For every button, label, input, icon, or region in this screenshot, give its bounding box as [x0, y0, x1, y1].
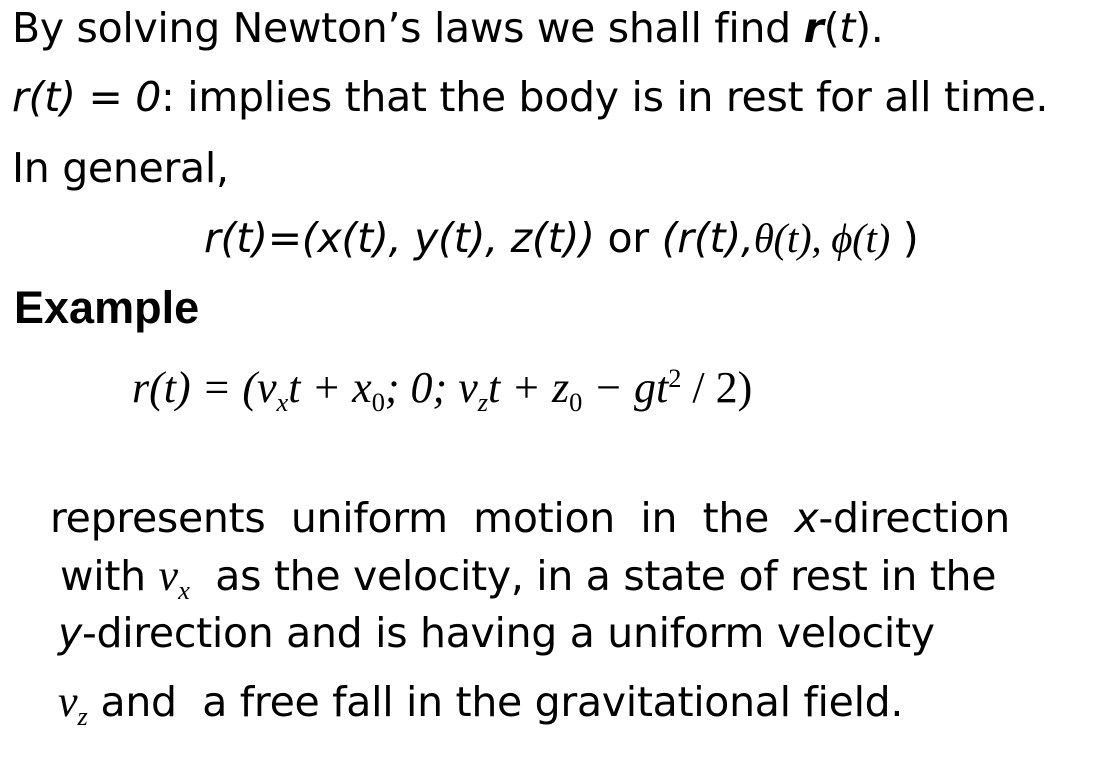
desc-vx-sub: x [178, 575, 190, 606]
eq-part5: − gt [582, 363, 669, 412]
desc-p3-b: -direction and is having a uniform velocity [81, 609, 935, 657]
eq-part3: ; 0; v [384, 363, 478, 412]
general-form [204, 214, 918, 262]
example-heading: Example [14, 282, 200, 333]
eq-sub-0a: 0 [371, 387, 385, 418]
desc-y-symbol: y [58, 609, 82, 657]
desc-vz-sub: z [77, 701, 88, 732]
eq-part6: / 2) [681, 363, 753, 412]
intro-line-1-text: By solving Newton’s laws we shall find [12, 4, 804, 52]
description-line-1 [50, 494, 1010, 542]
eq-sub-x: x [276, 387, 289, 418]
desc-p1-a: represents uniform motion in the [50, 494, 795, 542]
rest-condition: r(t) = 0 [12, 73, 162, 121]
example-equation [132, 364, 752, 417]
r-bold-symbol: r [803, 4, 824, 52]
intro-line-2 [12, 73, 1048, 121]
desc-v-letter: v [158, 551, 179, 600]
eq-sup-2: 2 [668, 363, 682, 394]
desc-p2-a: with [60, 552, 159, 600]
or-word: or [594, 214, 662, 262]
polar-close: ) [889, 214, 919, 262]
desc-x-symbol: x [794, 494, 819, 542]
polar-comma: , [811, 215, 832, 261]
phi-term: ϕ(t) [831, 215, 890, 261]
intro-line-1 [12, 4, 884, 52]
polar-open: (r(t), [661, 214, 754, 262]
desc-p2-b: as the velocity, in a state of rest in the [189, 552, 997, 600]
eq-sub-z: z [477, 387, 489, 418]
description-line-2 [60, 552, 996, 605]
description-line-4 [58, 678, 903, 731]
paren-open: ( [823, 4, 840, 52]
desc-v-letter-z: v [58, 677, 78, 726]
intro-line-1-end: ). [855, 4, 884, 52]
desc-p1-b: -direction [818, 494, 1010, 542]
eq-part4: t + z [488, 363, 570, 412]
eq-sub-0b: 0 [569, 387, 583, 418]
cartesian-form: r(t)=(x(t), y(t), z(t)) [204, 214, 595, 262]
intro-line-2-text: : implies that the body is in rest for all time. [161, 73, 1049, 121]
eq-part2: t + x [288, 363, 372, 412]
description-line-3 [58, 609, 935, 657]
theta-term: θ(t) [753, 215, 812, 261]
desc-p4-b: and a free fall in the gravitational field. [87, 678, 904, 726]
intro-line-3: In general, [12, 144, 229, 192]
desc-vx-symbol [158, 551, 190, 606]
t-symbol: t [839, 4, 856, 52]
eq-lhs: r(t) = (v [132, 363, 277, 412]
desc-vz-symbol [58, 677, 88, 732]
